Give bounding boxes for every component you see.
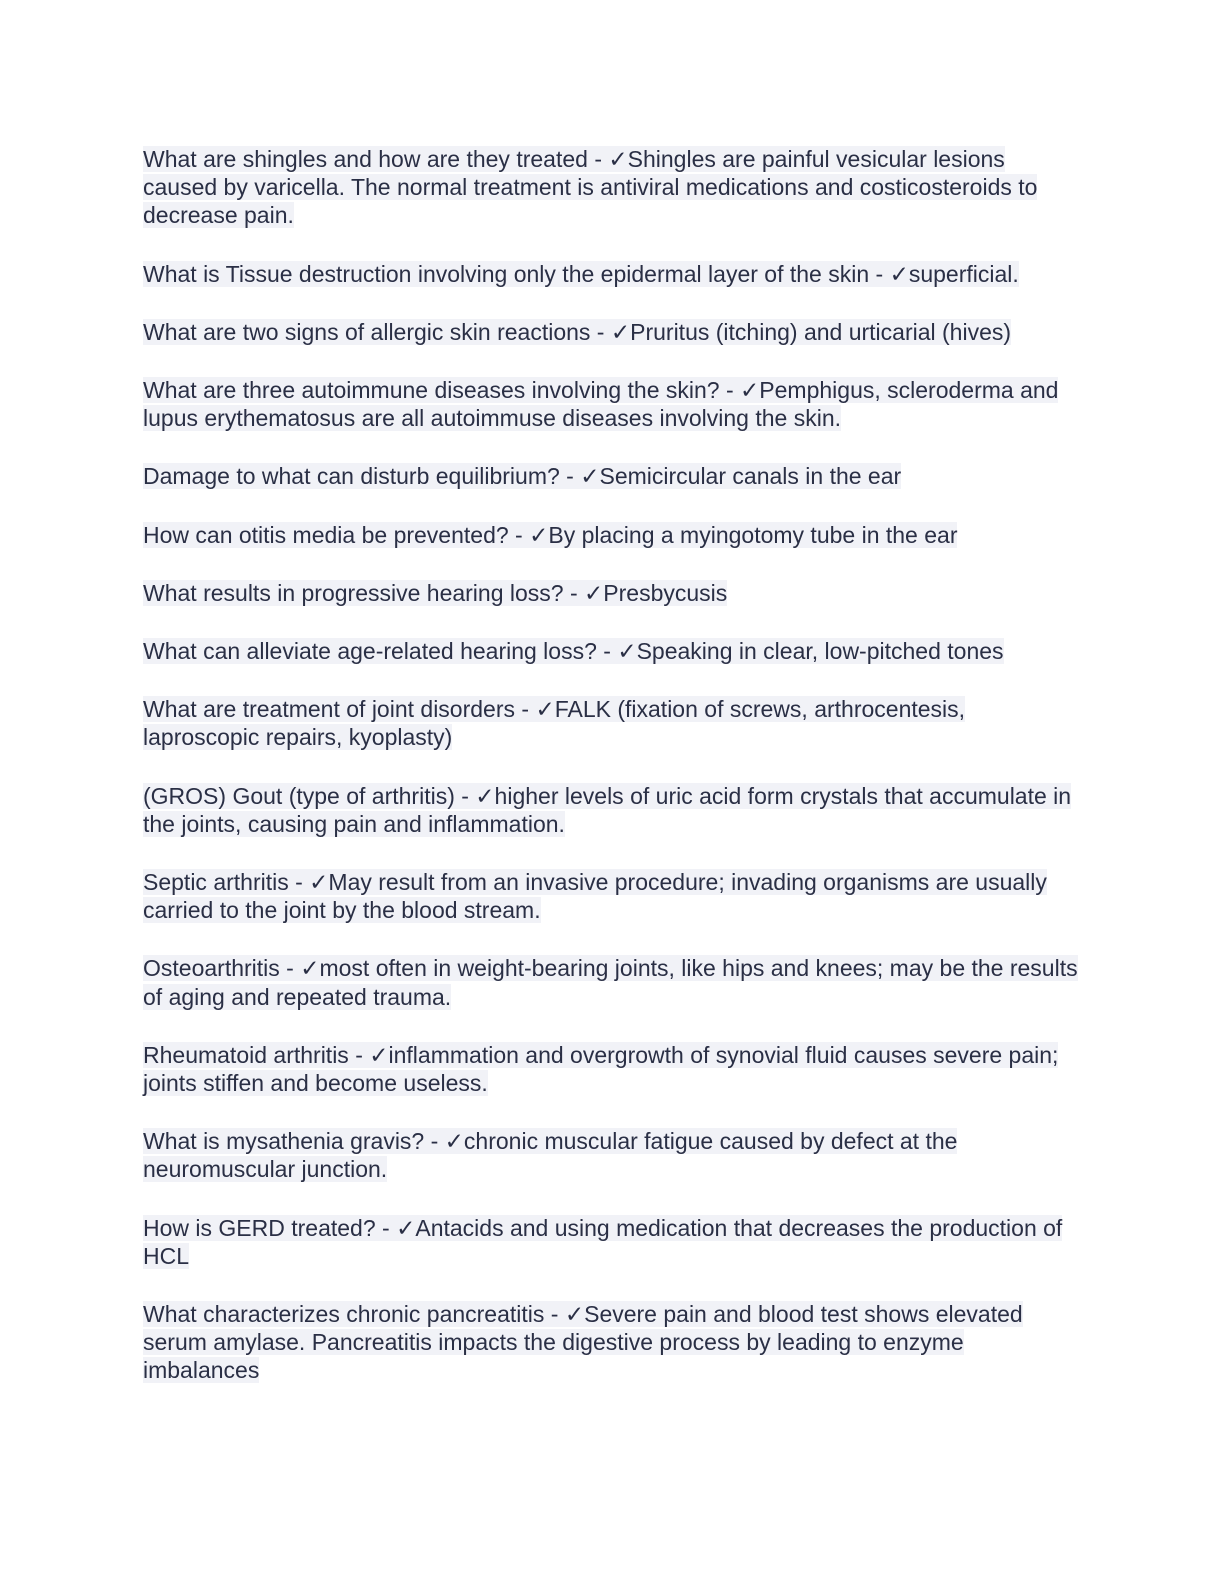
qa-text: What can alleviate age-related hearing loss? - ✓Speaking in clear, low-pitched tones xyxy=(143,638,1004,665)
qa-text: What are shingles and how are they treated - ✓Shingles are painful vesicular lesions caused by varicella. The normal treatment is antiviral medications and costicosteroids to decrease pain. xyxy=(143,146,1038,229)
qa-text: How is GERD treated? - ✓Antacids and using medication that decreases the production of HCL xyxy=(143,1214,1063,1269)
qa-item-superficial xyxy=(143,260,1078,288)
qa-item-hearing-loss xyxy=(143,637,1078,665)
qa-text: (GROS) Gout (type of arthritis) - ✓higher levels of uric acid form crystals that accumulate in the joints, causing pain and inflammation. xyxy=(143,782,1072,837)
qa-item-osteoarthritis xyxy=(143,954,1078,1010)
qa-text: What is Tissue destruction involving only the epidermal layer of the skin - ✓superficial. xyxy=(143,260,1019,287)
qa-text: What results in progressive hearing loss? - ✓Presbycusis xyxy=(143,579,728,606)
qa-text: Damage to what can disturb equilibrium? - ✓Semicircular canals in the ear xyxy=(143,463,902,490)
qa-text: Rheumatoid arthritis - ✓inflammation and overgrowth of synovial fluid causes severe pain; joints stiffen and become useless. xyxy=(143,1041,1059,1097)
qa-item-presbycusis xyxy=(143,579,1078,607)
qa-text: Osteoarthritis - ✓most often in weight-bearing joints, like hips and knees; may be the results of aging and repeated trauma. xyxy=(143,955,1078,1010)
qa-item-shingles xyxy=(143,145,1078,230)
qa-item-allergic-reactions xyxy=(143,318,1078,346)
qa-item-pancreatitis xyxy=(143,1300,1078,1385)
qa-text: What are treatment of joint disorders - ✓FALK (fixation of screws, arthrocentesis, laproscopic repairs, kyoplasty) xyxy=(143,696,966,751)
qa-item-autoimmune xyxy=(143,376,1078,432)
qa-item-gout xyxy=(143,782,1078,838)
qa-item-gerd xyxy=(143,1214,1078,1270)
qa-item-myasthenia-gravis xyxy=(143,1127,1078,1183)
qa-text: What characterizes chronic pancreatitis - ✓Severe pain and blood test shows elevated serum amylase. Pancreatitis impacts the digestive process by leading to enzyme imbalances xyxy=(143,1301,1023,1384)
document-page xyxy=(143,145,1078,1415)
qa-text: Septic arthritis - ✓May result from an invasive procedure; invading organisms are usually carried to the joint by the blood stream. xyxy=(143,869,1047,924)
qa-item-joint-disorders xyxy=(143,695,1078,751)
qa-item-equilibrium xyxy=(143,462,1078,490)
qa-text: What is mysathenia gravis? - ✓chronic muscular fatigue caused by defect at the neuromuscular junction. xyxy=(143,1128,958,1183)
qa-item-rheumatoid-arthritis xyxy=(143,1041,1078,1097)
qa-text: What are two signs of allergic skin reactions - ✓Pruritus (itching) and urticarial (hives) xyxy=(143,318,1012,345)
qa-item-septic-arthritis xyxy=(143,868,1078,924)
qa-text: What are three autoimmune diseases involving the skin? - ✓Pemphigus, scleroderma and lupus erythematosus are all autoimmuse diseases involving the skin. xyxy=(143,377,1059,432)
qa-text: How can otitis media be prevented? - ✓By placing a myingotomy tube in the ear xyxy=(143,521,958,548)
qa-item-otitis-media xyxy=(143,521,1078,549)
